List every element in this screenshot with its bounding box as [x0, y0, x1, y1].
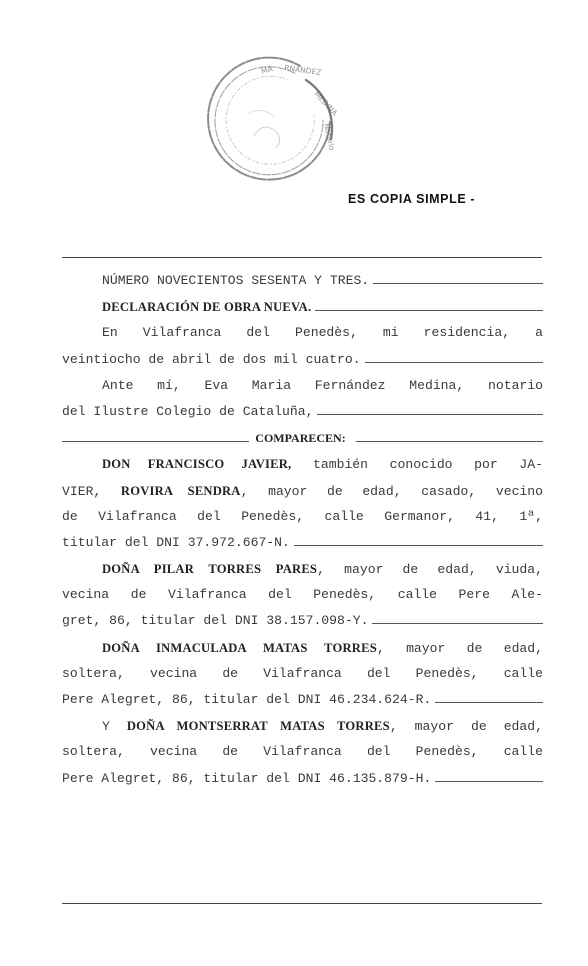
svg-text:RNÁNDEZ: RNÁNDEZ [283, 63, 322, 78]
fill-line [356, 441, 543, 442]
fill-line [373, 283, 543, 284]
fill-line [62, 441, 249, 442]
party-2-line-1 [62, 556, 543, 582]
party-2-line-3 [62, 608, 543, 634]
party-1-line-2 [62, 478, 543, 504]
party-2-text: , mayor de edad, viuda, [317, 562, 543, 578]
place-line-1: En Vilafranca del Penedès, mi residencia, a [102, 325, 543, 341]
svg-text:MA: MA [260, 64, 274, 76]
fill-line [435, 781, 543, 782]
party-2-dni: gret, 86, titular del DNI 38.157.098-Y. [62, 613, 369, 629]
party-4-name: DOÑA MONTSERRAT MATAS TORRES [126, 719, 390, 734]
place-line-2 [62, 347, 543, 373]
comparecen-line [62, 425, 543, 451]
fill-line [294, 545, 543, 546]
fill-line [435, 702, 543, 703]
party-2-name: DOÑA PILAR TORRES PARES [102, 562, 318, 577]
party-1-name: DON FRANCISCO JAVIER, [102, 457, 292, 472]
party-1-line-4 [62, 530, 543, 556]
party-1-surname: ROVIRA SENDRA [120, 483, 241, 498]
party-4-text: , mayor de edad, [389, 719, 543, 735]
party-1-dni: titular del DNI 37.972.667-N. [62, 534, 290, 550]
notary-line-1: Ante mí, Eva Maria Fernández Medina, notario [102, 377, 543, 393]
notary-college-text: del Ilustre Colegio de Cataluña, [62, 403, 314, 419]
fill-line [317, 414, 543, 415]
top-rule [62, 257, 542, 258]
party-3-name: DOÑA INMACULADA MATAS TORRES [102, 640, 377, 655]
party-2-line-2: vecina de Vilafranca del Penedès, calle Pere Ale- [62, 587, 543, 603]
fill-line [365, 362, 543, 363]
bottom-rule [62, 903, 542, 904]
place-date-text: veintiocho de abril de dos mil cuatro. [62, 351, 361, 367]
notary-seal-stamp [196, 44, 346, 194]
party-1-text: también conocido por JA- [291, 457, 543, 473]
deed-text [62, 268, 543, 792]
svg-text:Notario: Notario [322, 122, 337, 152]
deed-number-line [62, 268, 543, 294]
comparecen-heading: COMPARECEN: [255, 431, 346, 446]
party-4-dni: Pere Alegret, 86, titular del DNI 46.135.879-H. [62, 770, 432, 786]
deed-title: DECLARACIÓN DE OBRA NUEVA. [102, 300, 312, 315]
party-4-prefix: Y [102, 719, 127, 735]
fill-line [372, 623, 543, 624]
party-3-line-3 [62, 687, 543, 713]
party-4-line-1 [62, 713, 543, 739]
deed-number: NÚMERO NOVECIENTOS SESENTA Y TRES. [102, 273, 370, 288]
party-4-line-2: soltera, vecina de Vilafranca del Penedès, calle [62, 744, 543, 760]
party-1-line-1 [62, 451, 543, 477]
svg-text:MEDINA: MEDINA [312, 89, 340, 118]
party-3-text: , mayor de edad, [376, 640, 543, 656]
party-1-line-3: de Vilafranca del Penedès, calle Germanor, 41, 1ª, [62, 508, 543, 524]
fill-line [315, 310, 543, 311]
party-4-line-3 [62, 766, 543, 792]
party-1-text: , mayor de edad, casado, vecino [240, 483, 543, 499]
copy-stamp-label: ES COPIA SIMPLE - [348, 192, 476, 206]
party-1-text: VIER, [62, 483, 121, 499]
party-3-dni: Pere Alegret, 86, titular del DNI 46.234.624-R. [62, 692, 432, 707]
notary-line-2 [62, 399, 543, 425]
party-3-line-2: soltera, vecina de Vilafranca del Penedès, calle [62, 665, 543, 681]
party-3-line-1 [62, 635, 543, 661]
deed-title-line [62, 294, 543, 320]
